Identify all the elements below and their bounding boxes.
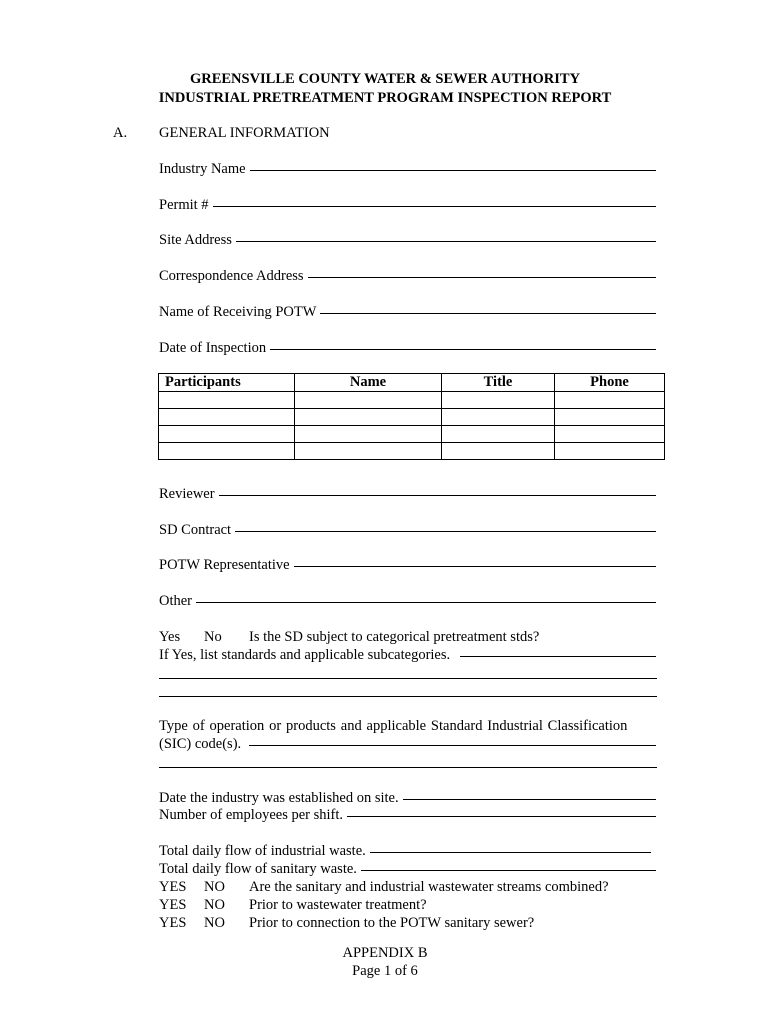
table-cell[interactable] [159,443,295,460]
participants-header-row [159,374,665,392]
permit-field[interactable] [159,197,656,214]
established-label: Date the industry was established on site. [159,790,399,806]
question-text: Prior to wastewater treatment? [249,897,427,913]
permit-line[interactable] [213,205,656,207]
date-of-inspection-field[interactable] [159,340,656,357]
no-option[interactable]: No [204,629,222,645]
table-cell[interactable] [159,409,295,426]
sd-contract-field[interactable] [159,522,656,539]
employees-label: Number of employees per shift. [159,807,344,823]
table-cell[interactable] [295,443,442,460]
subcategories-extra-line[interactable] [159,678,657,679]
table-row [159,409,665,426]
yes-option[interactable]: YES [159,879,187,895]
table-cell[interactable] [442,426,555,443]
other-field[interactable] [159,593,656,610]
sanitary-flow-label: Total daily flow of sanitary waste. [159,861,357,877]
table-row [159,443,665,460]
page-number: Page 1 of 6 [352,963,418,979]
report-authority-title: GREENSVILLE COUNTY WATER & SEWER AUTHORITY [189,71,581,87]
sic-field[interactable] [159,736,656,753]
site-address-field[interactable] [159,232,656,249]
table-cell[interactable] [555,409,665,426]
subcategories-label: If Yes, list standards and applicable subcategories. [159,647,451,663]
streams-combined-row [159,879,657,897]
participants-header: Participants [159,374,295,392]
correspondence-address-label: Correspondence Address [159,268,304,284]
table-row [159,392,665,409]
prior-treatment-row [159,897,657,915]
industrial-flow-label: Total daily flow of industrial waste. [159,843,366,859]
yes-option[interactable]: YES [159,897,187,913]
table-cell[interactable] [295,426,442,443]
yes-option[interactable]: YES [159,915,187,931]
correspondence-address-line[interactable] [308,276,656,278]
yes-option[interactable]: Yes [159,629,181,645]
table-cell[interactable] [442,409,555,426]
other-line[interactable] [196,601,656,603]
categorical-question-row [159,629,657,647]
report-title: INDUSTRIAL PRETREATMENT PROGRAM INSPECTION REPORT [158,90,612,106]
question-text: Prior to connection to the POTW sanitary sewer? [249,915,535,931]
other-label: Other [159,593,193,609]
potw-representative-field[interactable] [159,557,656,574]
industry-name-label: Industry Name [159,161,246,177]
sic-text-line1: Type of operation or products and applicable Standard Industrial Classification [159,718,628,734]
subcategories-extra-line[interactable] [159,696,657,697]
subcategories-field[interactable] [159,647,656,664]
name-header: Name [295,374,442,392]
table-cell[interactable] [159,392,295,409]
site-address-line[interactable] [236,240,656,242]
table-cell[interactable] [442,443,555,460]
table-cell[interactable] [442,392,555,409]
participants-table [158,373,665,460]
established-field[interactable] [159,790,656,807]
sd-contract-line[interactable] [235,530,656,532]
table-row [159,426,665,443]
reviewer-field[interactable] [159,486,656,503]
prior-connection-row [159,915,657,933]
site-address-label: Site Address [159,232,232,248]
table-cell[interactable] [555,443,665,460]
table-cell[interactable] [159,426,295,443]
table-cell[interactable] [555,426,665,443]
reviewer-line[interactable] [219,494,656,496]
receiving-potw-line[interactable] [320,312,656,314]
sanitary-flow-line[interactable] [361,869,656,871]
table-cell[interactable] [295,392,442,409]
section-letter: A. [113,125,128,141]
date-of-inspection-line[interactable] [270,348,656,350]
sic-extra-line[interactable] [159,767,657,768]
permit-label: Permit # [159,197,209,213]
potw-representative-label: POTW Representative [159,557,290,573]
reviewer-label: Reviewer [159,486,215,502]
table-cell[interactable] [295,409,442,426]
no-option[interactable]: NO [204,915,225,931]
question-text: Are the sanitary and industrial wastewater streams combined? [249,879,609,895]
employees-line[interactable] [347,815,656,817]
section-title: GENERAL INFORMATION [159,125,330,141]
industrial-flow-line[interactable] [370,851,651,853]
established-line[interactable] [403,798,656,800]
table-cell[interactable] [555,392,665,409]
industry-name-line[interactable] [250,169,656,171]
no-option[interactable]: NO [204,879,225,895]
sd-contract-label: SD Contract [159,522,232,538]
receiving-potw-label: Name of Receiving POTW [159,304,317,320]
sanitary-flow-field[interactable] [159,861,656,878]
receiving-potw-field[interactable] [159,304,656,321]
sic-line[interactable] [249,744,656,746]
phone-header: Phone [555,374,665,392]
subcategories-line[interactable] [460,655,656,657]
employees-field[interactable] [159,807,656,824]
title-header: Title [442,374,555,392]
correspondence-address-field[interactable] [159,268,656,285]
sic-label: (SIC) code(s). [159,736,242,752]
date-of-inspection-label: Date of Inspection [159,340,267,356]
no-option[interactable]: NO [204,897,225,913]
appendix-label: APPENDIX B [342,945,428,961]
industry-name-field[interactable] [159,161,656,178]
potw-representative-line[interactable] [294,565,656,567]
categorical-question-text: Is the SD subject to categorical pretreatment stds? [249,629,540,645]
industrial-flow-field[interactable] [159,843,651,860]
